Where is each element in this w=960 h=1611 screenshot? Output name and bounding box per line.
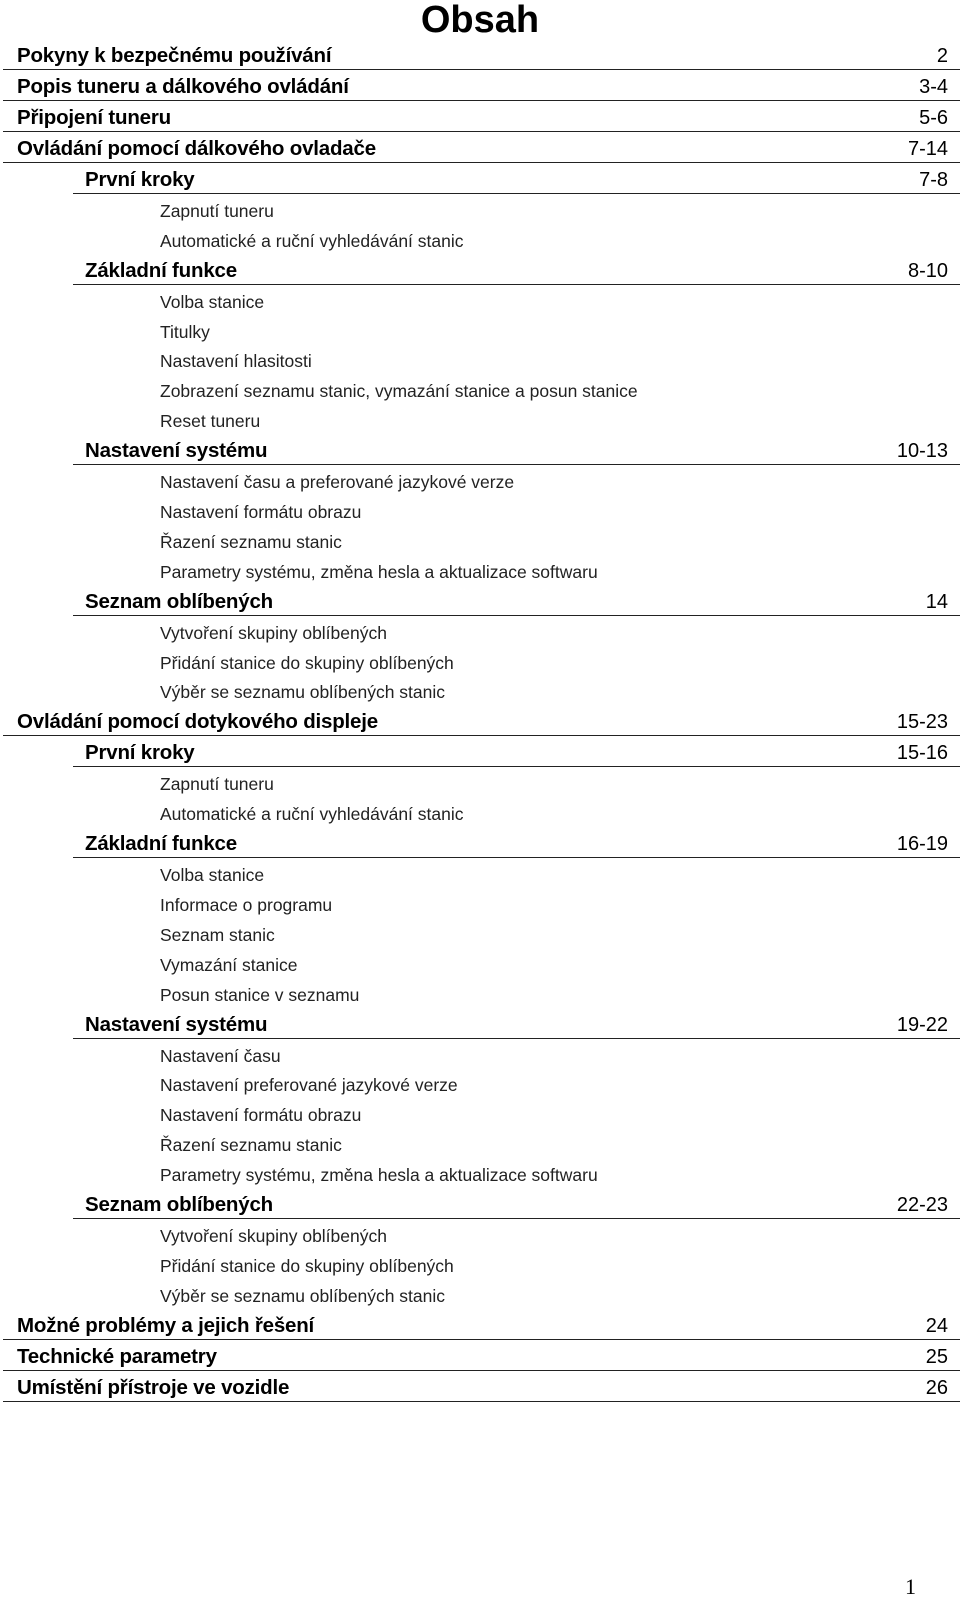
toc-entry-label: Zobrazení seznamu stanic, vymazání stanice a posun stanice: [160, 381, 638, 402]
toc-entry-label: Seznam oblíbených: [85, 1193, 273, 1217]
table-of-contents: [0, 39, 960, 1402]
toc-subitem: [160, 194, 960, 224]
toc-entry-label: Posun stanice v seznamu: [160, 984, 360, 1005]
toc-entry-label: Přidání stanice do skupiny oblíbených: [160, 1255, 454, 1276]
toc-subitem: [160, 1039, 960, 1069]
toc-subitem: [160, 285, 960, 315]
toc-subitem: [160, 616, 960, 646]
toc-subitem: [160, 404, 960, 434]
toc-chapter: [3, 39, 960, 70]
toc-entry-label: Titulky: [160, 321, 210, 342]
toc-subitem: [160, 555, 960, 585]
toc-entry-label: Umístění přístroje ve vozidle: [17, 1375, 290, 1399]
toc-subitem: [160, 1158, 960, 1188]
toc-subitem: [160, 465, 960, 495]
toc-subitem: [160, 1249, 960, 1279]
toc-subitem: [160, 888, 960, 918]
toc-section: [73, 163, 960, 194]
toc-entry-label: Volba stanice: [160, 865, 265, 886]
toc-entry-label: Připojení tuneru: [17, 106, 171, 129]
toc-entry-label: Přidání stanice do skupiny oblíbených: [160, 652, 454, 673]
toc-subitem: [160, 797, 960, 827]
toc-subitem: [160, 1219, 960, 1249]
toc-section: [73, 585, 960, 616]
toc-subitem: [160, 525, 960, 555]
toc-entry-page: 8-10: [907, 259, 948, 282]
toc-entry-page: 3-4: [919, 76, 948, 98]
toc-entry-label: Automatické a ruční vyhledávání stanic: [160, 804, 464, 825]
toc-entry-label: Řazení seznamu stanic: [160, 531, 342, 552]
toc-entry-page: 14: [925, 590, 948, 613]
toc-subitem: [160, 858, 960, 888]
toc-entry-page: 5-6: [919, 107, 948, 129]
toc-entry-label: Nastavení systému: [85, 1012, 268, 1036]
toc-subitem: [160, 1128, 960, 1158]
toc-entry-page: 15-16: [896, 742, 948, 765]
toc-section: [73, 1008, 960, 1039]
toc-entry-label: Seznam oblíbených: [85, 589, 273, 613]
toc-entry-page: 7-8: [919, 169, 948, 191]
toc-entry-label: Vymazání stanice: [160, 954, 298, 975]
toc-entry-page: 26: [925, 1376, 948, 1399]
toc-chapter: [3, 1309, 960, 1340]
toc-entry-label: Pokyny k bezpečnému používání: [17, 44, 332, 67]
toc-entry-label: Výběr se seznamu oblíbených stanic: [160, 682, 446, 703]
toc-subitem: [160, 676, 960, 706]
toc-entry-label: Ovládání pomocí dálkového ovladače: [17, 137, 376, 160]
toc-subitem: [160, 1069, 960, 1099]
toc-entry-label: Základní funkce: [85, 258, 237, 282]
toc-subitem: [160, 948, 960, 978]
toc-entry-label: Základní funkce: [85, 832, 237, 856]
toc-entry-label: Informace o programu: [160, 895, 333, 916]
toc-section: [73, 254, 960, 285]
toc-entry-label: Popis tuneru a dálkového ovládání: [17, 75, 349, 98]
toc-entry-label: Automatické a ruční vyhledávání stanic: [160, 230, 464, 251]
toc-section: [73, 827, 960, 858]
toc-subitem: [160, 374, 960, 404]
toc-entry-label: Zapnutí tuneru: [160, 200, 274, 221]
toc-entry-page: 24: [925, 1314, 948, 1337]
toc-entry-label: Seznam stanic: [160, 924, 275, 945]
toc-entry-label: Možné problémy a jejich řešení: [17, 1313, 315, 1337]
toc-chapter: [3, 101, 960, 132]
toc-entry-label: Nastavení formátu obrazu: [160, 502, 362, 523]
page-title: Obsah: [420, 0, 540, 41]
toc-entry-label: Technické parametry: [17, 1344, 217, 1368]
toc-entry-label: První kroky: [85, 741, 195, 765]
toc-entry-page: 22-23: [896, 1194, 948, 1217]
toc-chapter: [3, 1340, 960, 1371]
toc-section: [73, 736, 960, 767]
toc-section: [73, 434, 960, 465]
toc-entry-label: Výběr se seznamu oblíbených stanic: [160, 1285, 446, 1306]
toc-entry-page: 10-13: [896, 440, 948, 463]
toc-entry-page: 15-23: [896, 711, 948, 734]
toc-entry-label: Vytvoření skupiny oblíbených: [160, 622, 387, 643]
toc-entry-label: Ovládání pomocí dotykového displeje: [17, 710, 378, 734]
toc-entry-label: Nastavení hlasitosti: [160, 351, 312, 372]
toc-subitem: [160, 315, 960, 345]
toc-entry-label: Nastavení formátu obrazu: [160, 1105, 362, 1126]
page-number: 1: [905, 1574, 916, 1599]
toc-entry-label: Nastavení času: [160, 1045, 281, 1066]
toc-entry-page: 19-22: [896, 1013, 948, 1036]
toc-entry-label: Reset tuneru: [160, 411, 261, 432]
toc-entry-label: Nastavení času a preferované jazykové verze: [160, 472, 515, 493]
toc-subitem: [160, 1279, 960, 1309]
toc-subitem: [160, 224, 960, 254]
toc-entry-label: Volba stanice: [160, 291, 265, 312]
toc-entry-label: Parametry systému, změna hesla a aktualizace softwaru: [160, 1165, 598, 1186]
toc-entry-page: 7-14: [907, 138, 948, 160]
toc-subitem: [160, 918, 960, 948]
toc-chapter: [3, 705, 960, 736]
toc-entry-label: Zapnutí tuneru: [160, 774, 274, 795]
toc-chapter: [3, 70, 960, 101]
toc-entry-label: Nastavení systému: [85, 439, 268, 463]
toc-entry-label: Řazení seznamu stanic: [160, 1135, 342, 1156]
toc-entry-label: Nastavení preferované jazykové verze: [160, 1075, 458, 1096]
toc-entry-page: 2: [936, 45, 948, 67]
toc-subitem: [160, 646, 960, 676]
toc-subitem: [160, 1098, 960, 1128]
toc-entry-label: Parametry systému, změna hesla a aktualizace softwaru: [160, 561, 598, 582]
toc-chapter: [3, 1371, 960, 1402]
toc-subitem: [160, 767, 960, 797]
toc-chapter: [3, 132, 960, 163]
toc-entry-page: 25: [925, 1345, 948, 1368]
toc-entry-label: Vytvoření skupiny oblíbených: [160, 1226, 387, 1247]
toc-entry-page: 16-19: [896, 833, 948, 856]
toc-subitem: [160, 495, 960, 525]
toc-subitem: [160, 978, 960, 1008]
toc-subitem: [160, 345, 960, 375]
toc-section: [73, 1188, 960, 1219]
toc-entry-label: První kroky: [85, 168, 195, 191]
